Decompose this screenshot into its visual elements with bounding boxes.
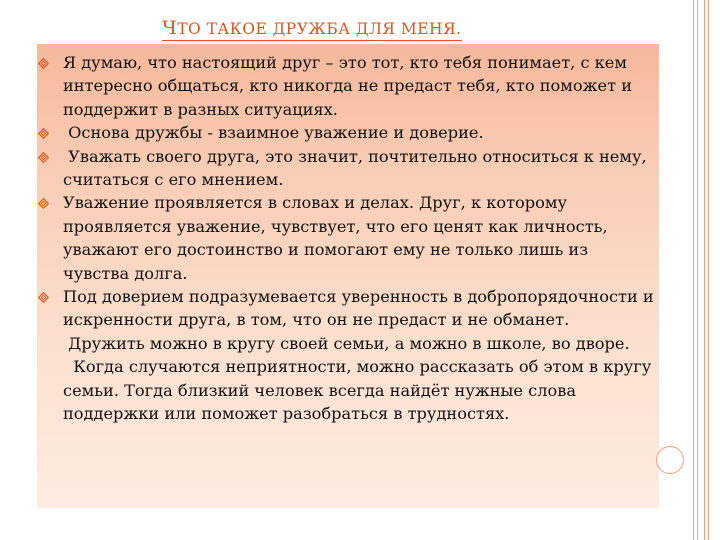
body-paragraph: Когда случаются неприятности, можно рассказать об этом в кругу семьи. Тогда близкий человек всегда найдёт нужные слова поддержки или поможет разобраться в трудностях. xyxy=(63,357,657,424)
bullet-text: Уважение проявляется в словах и делах. Друг, к которому проявляется уважение, чувствует, что его ценят как личность, уважают его достоинство и помогают ему не только лишь из чувства долга. xyxy=(63,193,608,283)
bullet-item xyxy=(63,145,659,192)
hollow-diamond-bullet-icon xyxy=(38,152,49,163)
title-rest: ТО ТАКОЕ ДРУЖБА ДЛЯ МЕНЯ. xyxy=(177,20,462,38)
frame-line xyxy=(704,0,705,540)
bullet-text: Уважать своего друга, это значит, почтительно относиться к нему, считаться с его мнением. xyxy=(63,146,652,190)
hollow-diamond-bullet-icon xyxy=(38,58,49,69)
body-paragraph: Дружить можно в кругу своей семьи, а можно в школе, во дворе. xyxy=(63,333,630,353)
slide-body xyxy=(63,51,659,426)
bullet-item xyxy=(63,285,659,332)
slide-title xyxy=(162,17,462,41)
bullet-item xyxy=(63,51,659,121)
hollow-diamond-bullet-icon xyxy=(38,292,49,303)
bullet-item xyxy=(63,121,659,144)
hollow-diamond-bullet-icon xyxy=(38,198,49,209)
title-first-letter: Ч xyxy=(162,17,178,39)
bullet-text: Я думаю, что настоящий друг – это тот, кто тебя понимает, с кем интересно общаться, кто никогда не предаст тебя, кто поможет и поддержит в разных ситуациях. xyxy=(63,53,632,119)
frame-line xyxy=(697,0,698,540)
frame-line xyxy=(693,0,694,540)
bullet-text: Под доверием подразумевается уверенность в добропорядочности и искренности друга, в том, что он не предаст и не обманет. xyxy=(63,287,654,330)
frame-line xyxy=(708,0,709,540)
decorative-circle xyxy=(656,446,684,474)
bullet-item xyxy=(63,191,659,285)
bullet-text: Основа дружбы - взаимное уважение и доверие. xyxy=(63,123,484,143)
hollow-diamond-bullet-icon xyxy=(38,128,49,139)
